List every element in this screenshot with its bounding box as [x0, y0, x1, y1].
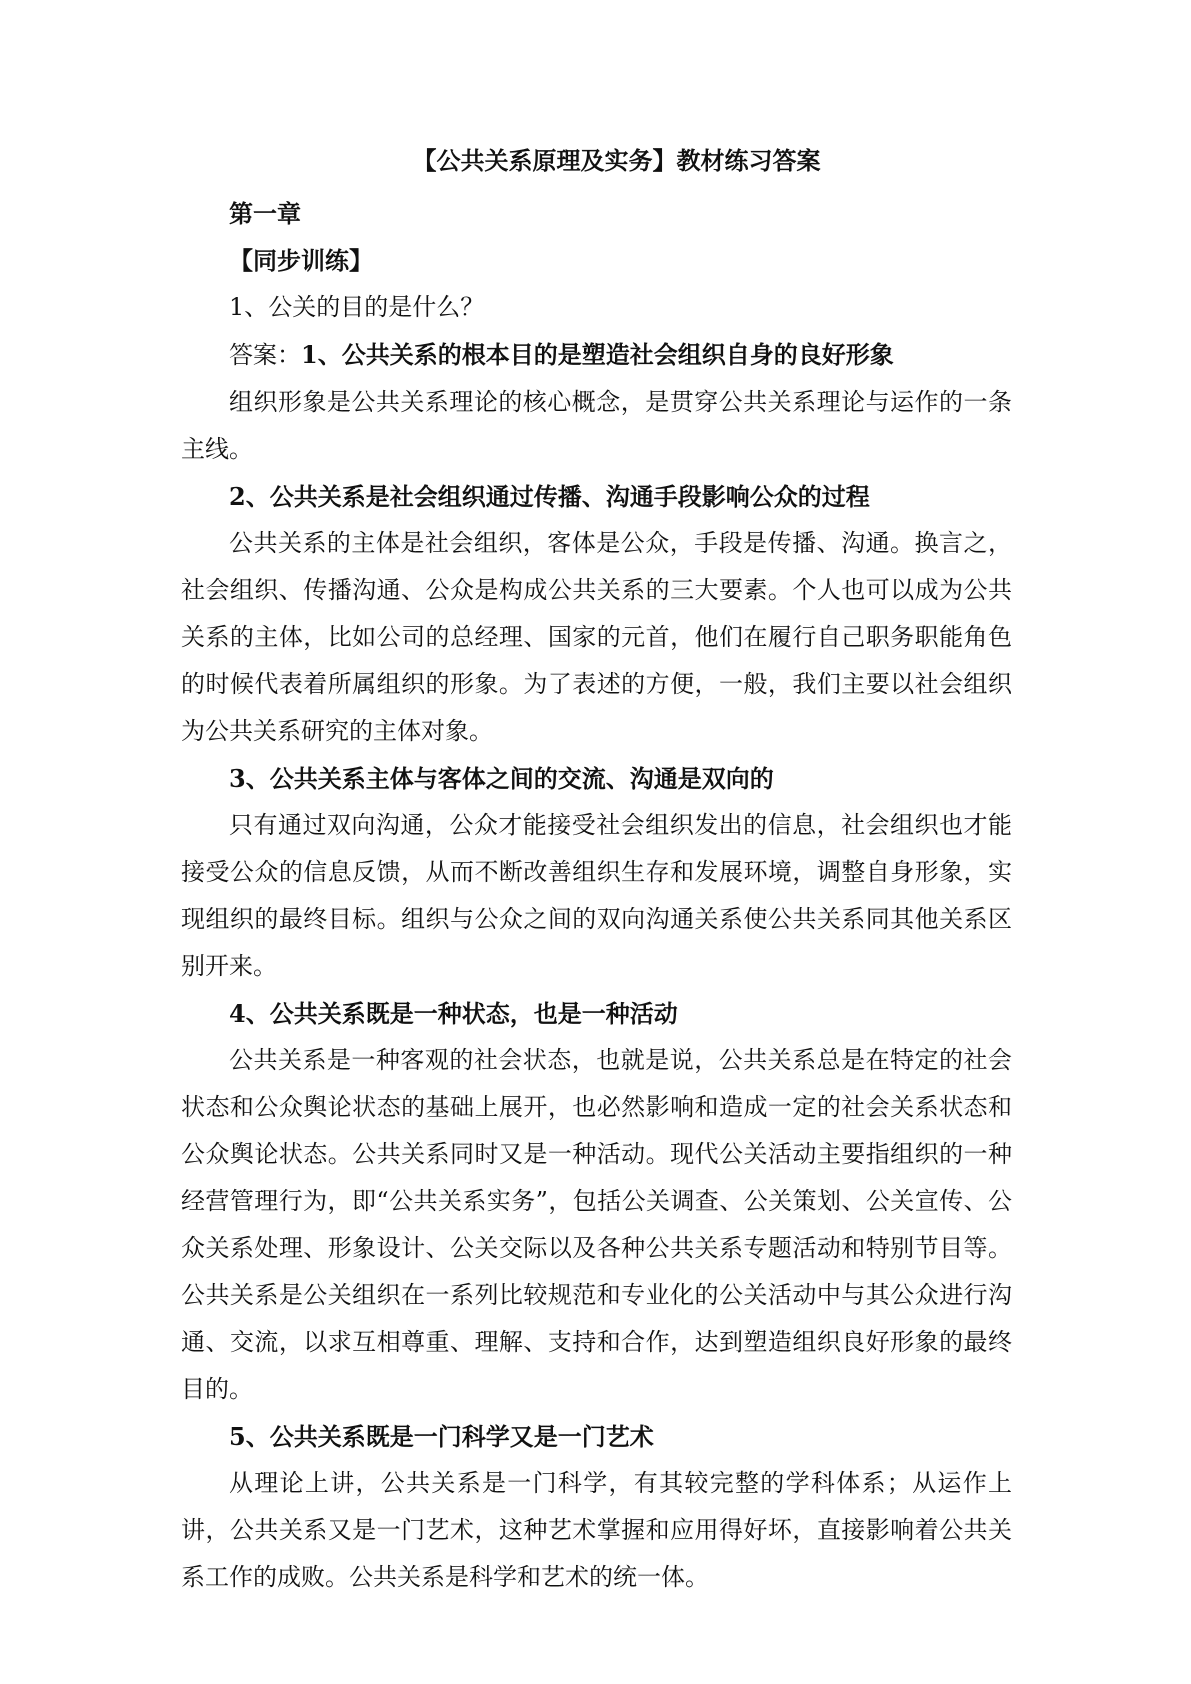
point-2-heading: 2、公共关系是社会组织通过传播、沟通手段影响公众的过程: [229, 482, 870, 511]
point-1-body: 组织形象是公共关系理论的核心概念，是贯穿公共关系理论与运作的一条主线。: [181, 388, 1012, 463]
point-5-heading: 5、公共关系既是一门科学又是一门艺术: [229, 1422, 654, 1451]
answer-line: [181, 331, 1012, 379]
chapter-heading: 第一章: [229, 199, 301, 228]
point-4-body: 公共关系是一种客观的社会状态，也就是说，公共关系总是在特定的社会状态和公众舆论状态的基础上展开，也必然影响和造成一定的社会关系状态和公众舆论状态。公共关系同时又是一种活动。现代公关活动主要指组织的一种经营管理行为，即“公共关系实务”，包括公关调查、公关策划、公关宣传、公众关系处理、形象设计、公关交际以及各种公共关系专题活动和特别节目等。公共关系是公关组织在一系列比较规范和专业化的公关活动中与其公众进行沟通、交流，以求互相尊重、理解、支持和合作，达到塑造组织良好形象的最终目的。: [181, 1046, 1012, 1403]
document-title: 【公共关系原理及实务】教材练习答案: [412, 146, 821, 175]
answer-prefix: 答案：: [229, 341, 301, 369]
section-heading: 【同步训练】: [229, 246, 373, 275]
point-3-heading: 3、公共关系主体与客体之间的交流、沟通是双向的: [229, 764, 774, 793]
point-5-body: 从理论上讲，公共关系是一门科学，有其较完整的学科体系；从运作上讲，公共关系又是一门艺术，这种艺术掌握和应用得好坏，直接影响着公共关系工作的成败。公共关系是科学和艺术的统一体。: [181, 1469, 1012, 1591]
question-text: 1、公关的目的是什么？: [229, 293, 485, 321]
point-3-body: 只有通过双向沟通，公众才能接受社会组织发出的信息，社会组织也才能接受公众的信息反馈，从而不断改善组织生存和发展环境，调整自身形象，实现组织的最终目标。组织与公众之间的双向沟通关系使公共关系同其他关系区别开来。: [181, 811, 1012, 980]
point-2-body: 公共关系的主体是社会组织，客体是公众，手段是传播、沟通。换言之，社会组织、传播沟通、公众是构成公共关系的三大要素。个人也可以成为公共关系的主体，比如公司的总经理、国家的元首，他们在履行自己职务职能角色的时候代表着所属组织的形象。为了表述的方便，一般，我们主要以社会组织为公共关系研究的主体对象。: [181, 529, 1012, 745]
point-4-heading: 4、公共关系既是一种状态，也是一种活动: [229, 999, 678, 1028]
point-1-heading: 1、公共关系的根本目的是塑造社会组织自身的良好形象: [301, 340, 894, 369]
